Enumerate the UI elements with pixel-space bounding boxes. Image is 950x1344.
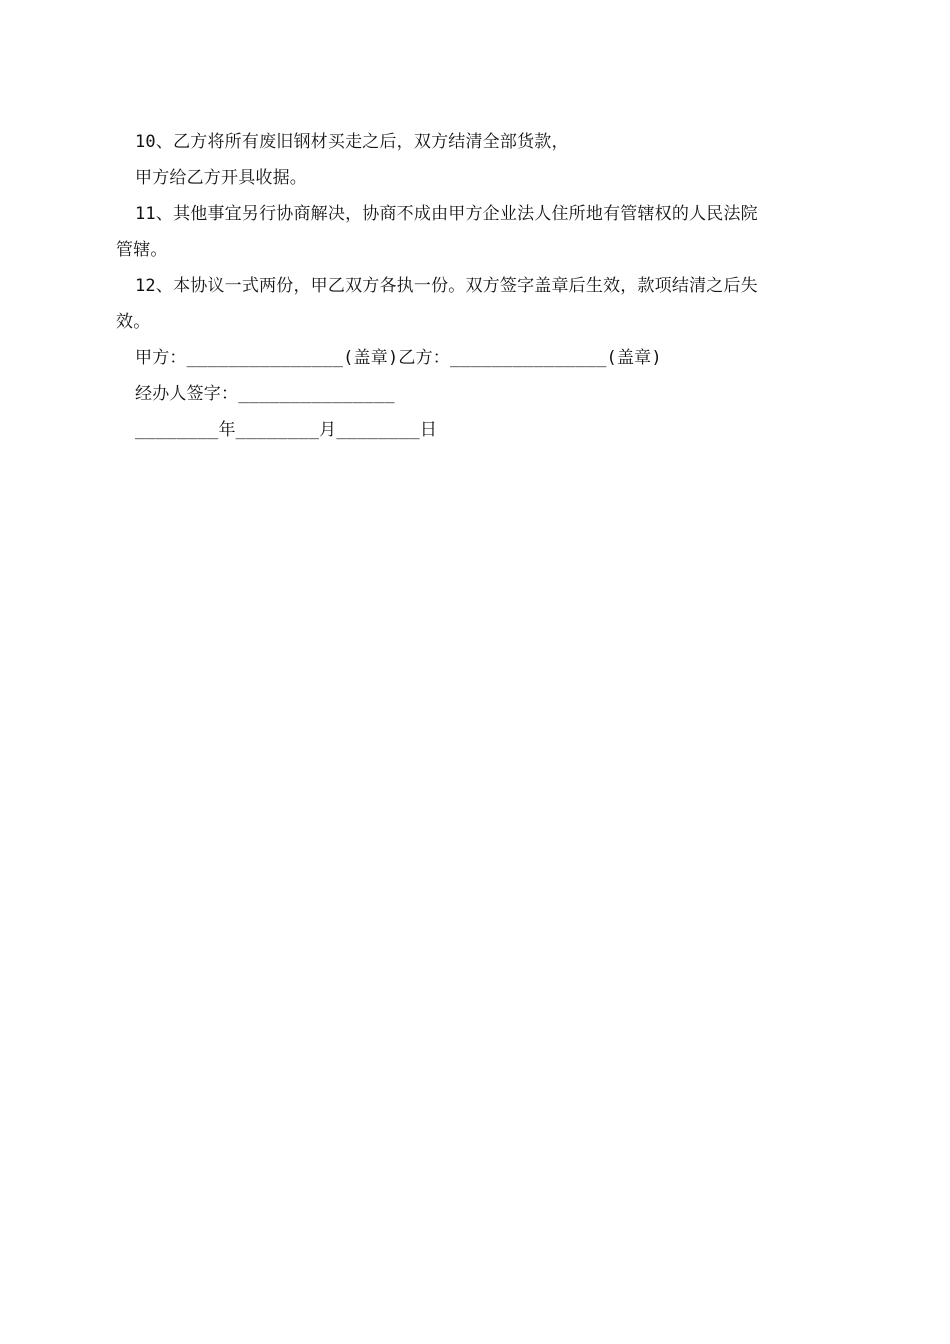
clause-12-line-2: 效。: [116, 312, 151, 332]
clause-10-line-2: 甲方给乙方开具收据。: [135, 168, 307, 188]
clause-10-line-1: 10、乙方将所有废旧钢材买走之后，双方结清全部货款，: [135, 132, 569, 152]
document-body: [116, 124, 836, 448]
handler-signature-line: 经办人签字：_______________: [135, 384, 395, 404]
clause-11-line-2: 管辖。: [116, 240, 168, 260]
clause-12-line-1: 12、本协议一式两份，甲乙双方各执一份。双方签字盖章后生效，款项结清之后失: [135, 276, 758, 296]
date-line: ________年________月________日: [135, 420, 438, 440]
party-signature-line: 甲方：_______________(盖章)乙方：_______________(盖章): [135, 348, 662, 368]
clause-11-line-1: 11、其他事宜另行协商解决，协商不成由甲方企业法人住所地有管辖权的人民法院: [135, 204, 758, 224]
